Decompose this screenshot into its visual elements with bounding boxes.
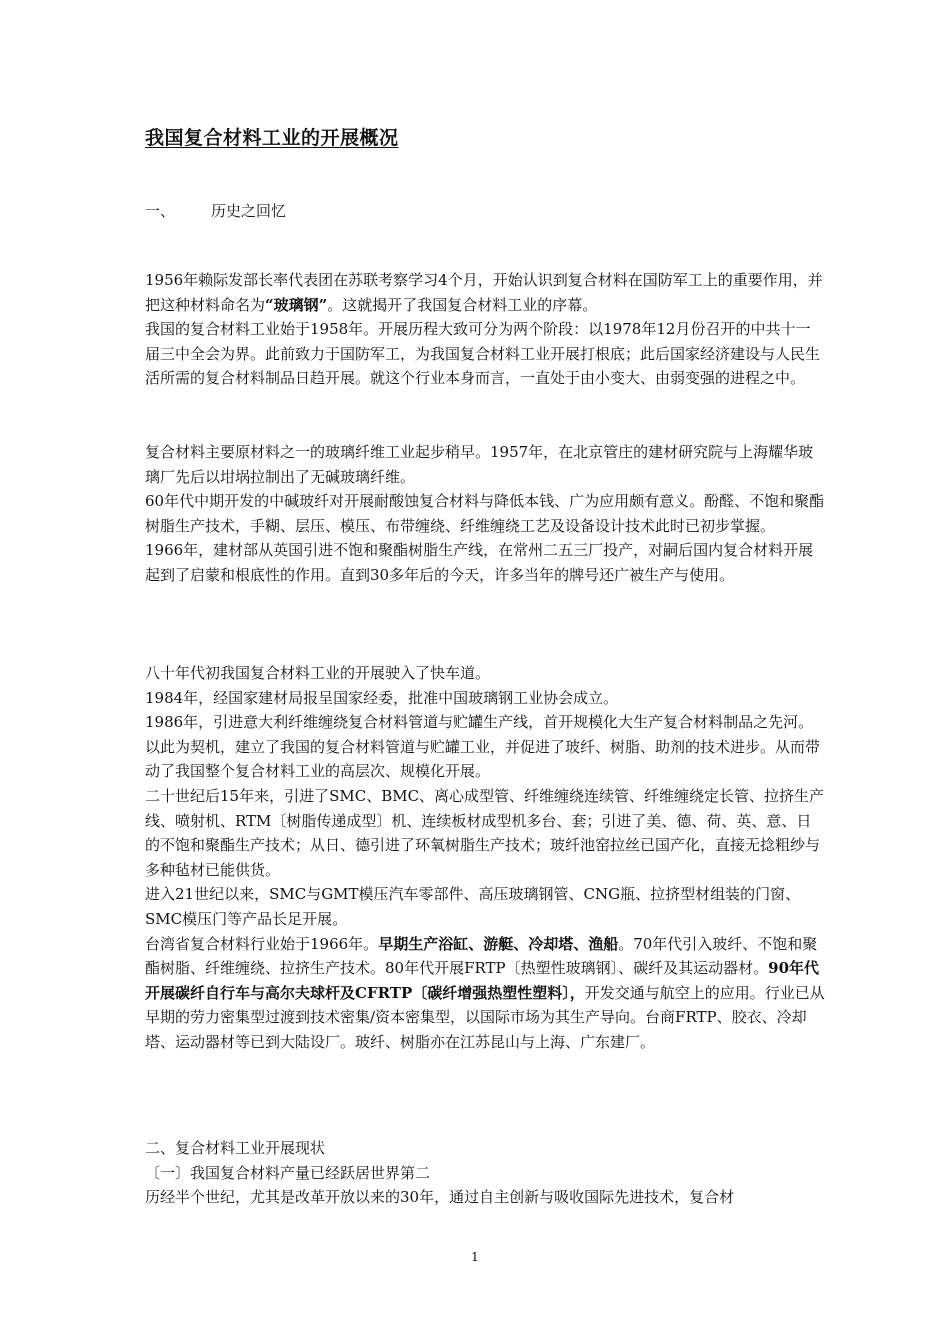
subsection-heading: 〔一〕我国复合材料产量已经跃居世界第二 <box>145 1163 431 1182</box>
document-title: 我国复合材料工业的开展概况 <box>145 127 399 149</box>
history-intro-block <box>145 268 825 391</box>
paragraph: 1984年，经国家建材局报呈国家经委，批准中国玻璃钢工业协会成立。 <box>145 688 619 707</box>
paragraph: 复合材料主要原材料之一的玻璃纤维工业起步稍早。1957年，在北京管庄的建材研究院与上海耀华玻璃厂先后以坩埚拉制出了无碱玻璃纤维。 <box>145 443 814 486</box>
paragraph: 历经半个世纪，尤其是改革开放以来的30年，通过自主创新与吸收国际先进技术，复合材 <box>145 1188 735 1207</box>
section-heading-history <box>145 200 286 221</box>
eighties-development-block <box>145 661 825 1055</box>
section-number: 一、 <box>145 202 176 220</box>
text-run: 台湾省复合材料行业始于1966年。 <box>145 934 379 953</box>
section-heading-status: 二、复合材料工业开展现状 <box>145 1139 326 1157</box>
paragraph: 60年代中期开发的中碱玻纤对开展耐酸蚀复合材料与降低本钱、广为应用颇有意义。酚醛、不饱和聚酯树脂生产技术，手糊、层压、模压、布带缠绕、纤维缠绕工艺及设备设计技术此时已初步掌握。 <box>145 492 825 535</box>
text-run: 1956年赖际发部长率代表团在苏联考察学习4个月，开始认识到复合材料在国防军工上的重要作用，并把这种材料命名为 <box>145 271 823 314</box>
paragraph <box>145 932 825 1055</box>
text-run: 开发交通与航空上的应用。行业已从早期的劳力密集型过渡到技术密集/资本密集型，以国际市场为其生产导向。台商FRTP、胶衣、冷却塔、运动器材等已到大陆设厂。玻纤、树脂亦在江苏昆山与上海、广东建厂。 <box>145 983 825 1051</box>
text-run: 。70年代引入玻纤、不饱和聚酯树脂、纤维缠绕、拉挤生产技术。80年代开展FRTP〔热塑性玻璃钢〕、碳纤及其运动器材。 <box>145 934 818 978</box>
paragraph: 进入21世纪以来，SMC与GMT模压汽车零部件、高压玻璃钢管、CNG瓶、拉挤型材组装的门窗、SMC模压门等产品长足开展。 <box>145 885 801 928</box>
bold-term: “玻璃钢” <box>265 295 328 314</box>
paragraph: 1966年，建材部从英国引进不饱和聚酯树脂生产线，在常州二五三厂投产，对嗣后国内复合材料开展起到了启蒙和根底性的作用。直到30多年后的今天，许多当年的牌号还广被生产与使用。 <box>145 541 814 584</box>
fiber-history-block <box>145 440 825 588</box>
current-status-block <box>145 1136 825 1210</box>
section-title: 历史之回忆 <box>211 202 287 220</box>
paragraph: 二十世纪后15年来，引进了SMC、BMC、离心成型管、纤维缠绕连续管、纤维缠绕定长管、拉挤生产线、喷射机、RTM〔树脂传递成型〕机、连续板材成型机多台、套；引进了美、德、荷、英、意、日的不饱和聚酯生产技术；从日、德引进了环氧树脂生产技术；玻纤池窑拉丝已国产化，直接无捻粗纱与多种毡材已能供货。 <box>145 786 825 879</box>
bold-phrase: 90年代开展碳纤自行车与高尔夫球杆及CFRTP〔碳纤增强热塑性塑料〕， <box>145 959 820 1002</box>
page-number: 1 <box>471 1250 479 1264</box>
paragraph: 八十年代初我国复合材料工业的开展驶入了快车道。 <box>145 664 491 682</box>
paragraph <box>145 268 825 317</box>
text-run: 。这就揭开了我国复合材料工业的序幕。 <box>327 295 598 314</box>
bold-phrase: 早期生产浴缸、游艇、冷却塔、渔船 <box>378 934 619 953</box>
paragraph: 1986年，引进意大利纤维缠绕复合材料管道与贮罐生产线，首开规模化大生产复合材料制品之先河。以此为契机，建立了我国的复合材料管道与贮罐工业，并促进了玻纤、树脂、助剂的技术进步。从而带动了我国整个复合材料工业的高层次、规模化开展。 <box>145 713 821 781</box>
paragraph: 我国的复合材料工业始于1958年。开展历程大致可分为两个阶段：以1978年12月份召开的中共十一届三中全会为界。此前致力于国防军工，为我国复合材料工业开展打根底；此后国家经济建设与人民生活所需的复合材料制品日趋开展。就这个行业本身而言，一直处于由小变大、由弱变强的进程之中。 <box>145 320 821 388</box>
